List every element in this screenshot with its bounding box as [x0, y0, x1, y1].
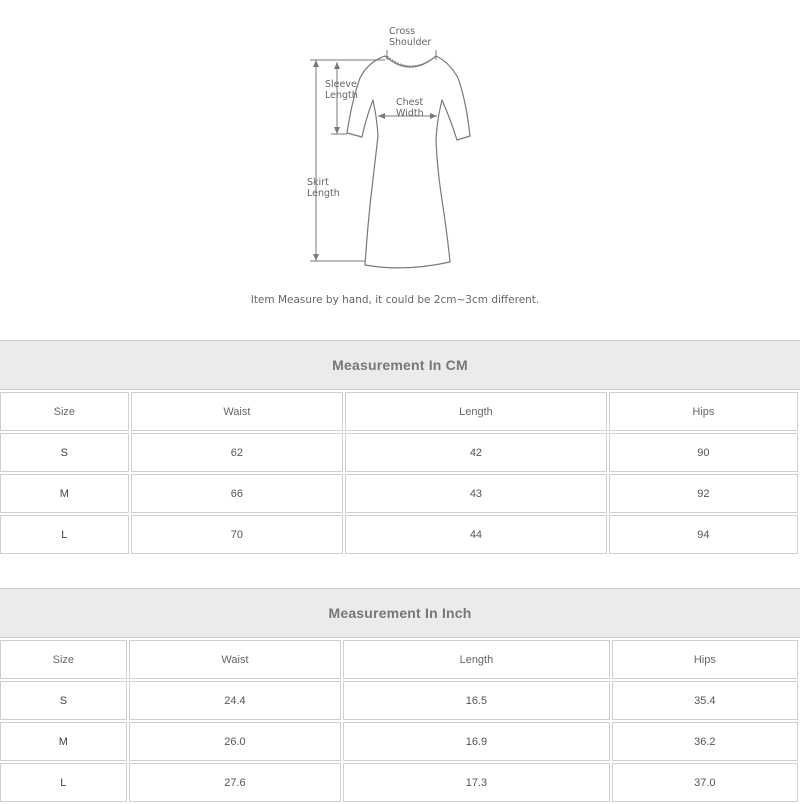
dress-measurement-diagram	[0, 0, 800, 320]
chest-width-label-1: Chest	[396, 97, 424, 108]
column-header-waist: Waist	[129, 640, 341, 679]
length-cell: 16.5	[343, 681, 609, 720]
length-cell: 17.3	[343, 763, 609, 802]
table-row	[0, 433, 798, 472]
hips-cell: 37.0	[612, 763, 798, 802]
length-cell: 44	[345, 515, 607, 554]
skirt-length-label-1: Skirt	[307, 177, 329, 188]
waist-cell: 24.4	[129, 681, 341, 720]
column-header-length: Length	[343, 640, 609, 679]
cm-measurement-table	[0, 390, 800, 556]
measurement-note: Item Measure by hand, it could be 2cm~3cm different.	[250, 294, 540, 306]
size-cell: S	[0, 681, 127, 720]
size-cell: M	[0, 474, 129, 513]
table-row	[0, 763, 798, 802]
hips-cell: 92	[609, 474, 798, 513]
waist-cell: 27.6	[129, 763, 341, 802]
length-cell: 43	[345, 474, 607, 513]
sleeve-length-label-2: Length	[325, 90, 358, 101]
table-row	[0, 681, 798, 720]
cm-table-title: Measurement In CM	[0, 340, 800, 390]
column-header-length: Length	[345, 392, 607, 431]
cross-shoulder-label-1: Cross	[389, 26, 416, 37]
length-cell: 16.9	[343, 722, 609, 761]
inch-table-title: Measurement In Inch	[0, 588, 800, 638]
column-header-size: Size	[0, 640, 127, 679]
skirt-length-label-2: Length	[307, 188, 340, 199]
waist-cell: 62	[131, 433, 343, 472]
column-header-hips: Hips	[612, 640, 798, 679]
size-cell: S	[0, 433, 129, 472]
length-cell: 42	[345, 433, 607, 472]
inch-measurement-section	[0, 588, 800, 804]
cm-measurement-section	[0, 340, 800, 556]
hips-cell: 94	[609, 515, 798, 554]
inch-measurement-table	[0, 638, 800, 804]
table-row	[0, 722, 798, 761]
column-header-hips: Hips	[609, 392, 798, 431]
chest-width-label-2: Width	[396, 108, 424, 119]
cross-shoulder-label-2: Shoulder	[389, 37, 432, 48]
waist-cell: 66	[131, 474, 343, 513]
size-cell: M	[0, 722, 127, 761]
hips-cell: 36.2	[612, 722, 798, 761]
table-row	[0, 515, 798, 554]
column-header-waist: Waist	[131, 392, 343, 431]
dress-sketch-icon	[0, 0, 800, 320]
hips-cell: 35.4	[612, 681, 798, 720]
table-row	[0, 474, 798, 513]
column-header-size: Size	[0, 392, 129, 431]
waist-cell: 70	[131, 515, 343, 554]
waist-cell: 26.0	[129, 722, 341, 761]
size-cell: L	[0, 763, 127, 802]
size-cell: L	[0, 515, 129, 554]
sleeve-length-label-1: Sleeve	[325, 79, 357, 90]
table-header-row	[0, 392, 798, 431]
hips-cell: 90	[609, 433, 798, 472]
table-header-row	[0, 640, 798, 679]
